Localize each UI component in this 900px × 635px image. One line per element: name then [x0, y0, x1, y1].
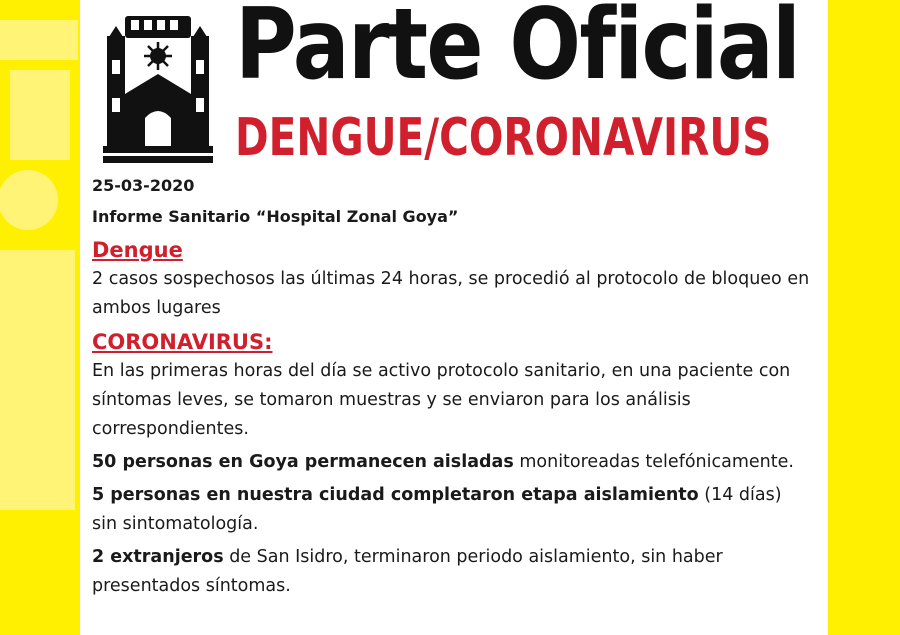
dengue-heading: Dengue [92, 238, 183, 262]
coronavirus-heading: CORONAVIRUS: [92, 330, 273, 354]
completed-isolation-bold: 5 personas en nuestra ciudad completaron etapa aislamiento [92, 485, 699, 505]
dengue-text: 2 casos sospechosos las últimas 24 horas, se procedió al protocolo de bloqueo en ambos lugares [92, 269, 810, 318]
foreigners-bold: 2 extranjeros [92, 547, 224, 567]
completed-isolation-rest: (14 días) sin sintomatología. [92, 485, 782, 534]
isolated-count-rest: monitoreadas telefónicamente. [513, 452, 794, 472]
report-date: 25-03-2020 [92, 176, 195, 195]
page-title: Parte Oficial [235, 0, 800, 102]
foreigners-rest: de San Isidro, terminaron periodo aislamiento, sin haber presentados síntomas. [92, 547, 723, 596]
isolated-count-line [92, 448, 812, 477]
report-heading: Informe Sanitario “Hospital Zonal Goya” [92, 207, 459, 226]
page-subtitle: DENGUE/CORONAVIRUS [235, 108, 772, 168]
report-body [92, 175, 812, 601]
foreigners-line [92, 543, 812, 601]
isolated-count-bold: 50 personas en Goya permanecen aisladas [92, 452, 514, 472]
city-crest-icon [103, 14, 213, 166]
coronavirus-intro: En las primeras horas del día se activo protocolo sanitario, en una paciente con síntomas leves, se tomaron muestras y se enviaron para los análisis correspondientes. [92, 361, 791, 439]
completed-isolation-line [92, 481, 812, 539]
